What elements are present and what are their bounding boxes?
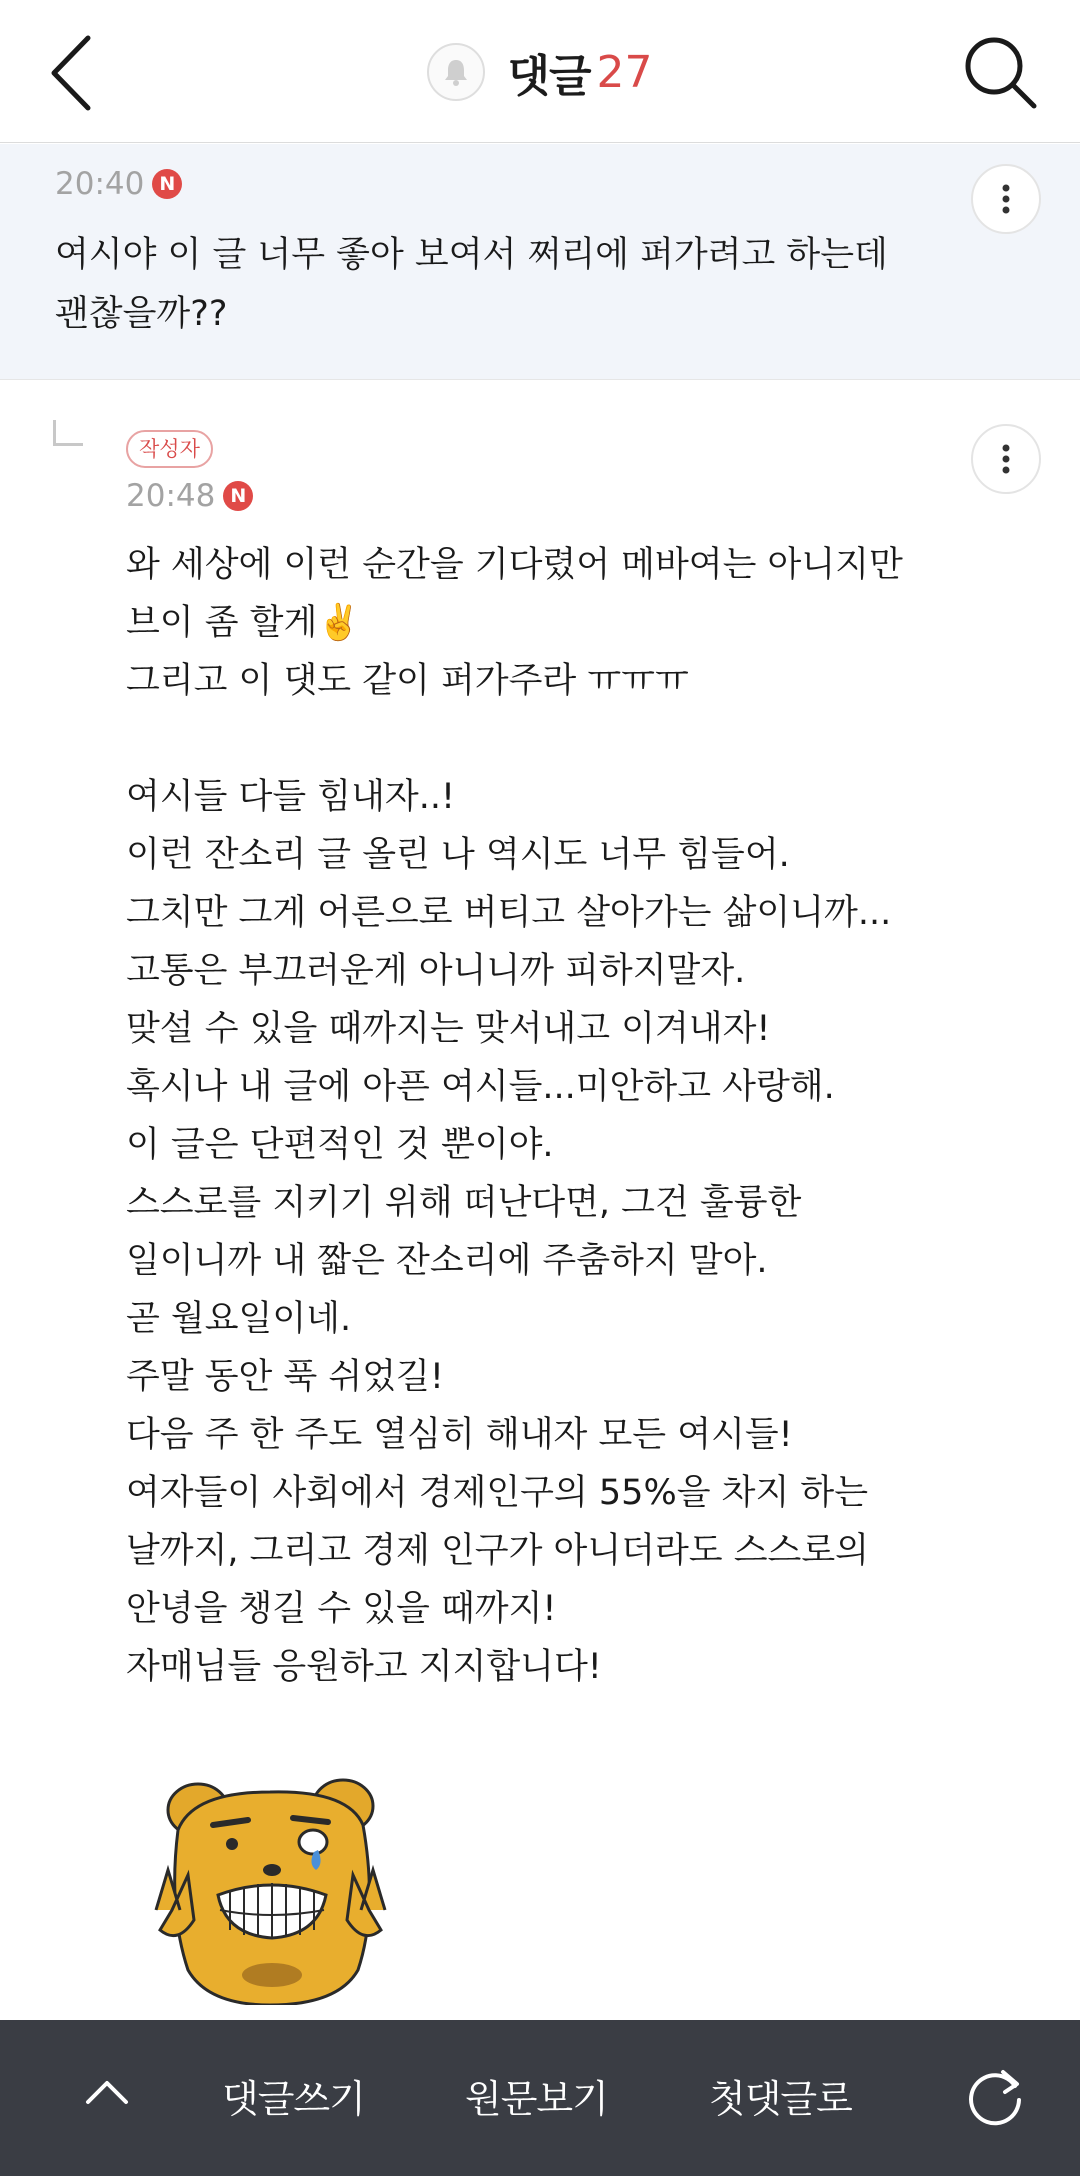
refresh-icon bbox=[963, 2064, 1027, 2128]
top-bar bbox=[0, 0, 1080, 143]
search-icon bbox=[958, 30, 1042, 114]
more-vertical-icon bbox=[1001, 184, 1011, 214]
write-comment-button[interactable]: 댓글쓰기 bbox=[222, 2077, 365, 2121]
comment-count: 27 bbox=[596, 46, 653, 98]
reply-more-button[interactable] bbox=[971, 424, 1041, 494]
author-badge: 작성자 bbox=[126, 430, 213, 468]
comment-item bbox=[0, 144, 1080, 380]
page-title: 댓글 bbox=[507, 51, 591, 102]
comment-text: 여시야 이 글 너무 좋아 보여서 쩌리에 퍼가려고 하는데 괜찮을까?? bbox=[55, 235, 888, 334]
emoticon-sticker-image bbox=[148, 1770, 393, 2005]
comment-time: 20:40 bbox=[55, 166, 145, 202]
scroll-top-button[interactable] bbox=[82, 2068, 132, 2118]
header-title-group bbox=[0, 38, 1080, 106]
comment-text: 와 세상에 이런 순간을 기다렸어 메바여는 아니지만 브이 좀 할게✌️ 그리고 이 댓도 같이 퍼가주라 ㅠㅠㅠ 여시들 다들 힘내자..! 이런 잔소리 글 올린 나 역시도 너무 힘들어. 그치만 그게 어른으로 버티고 살아가는 삶이니까... 고통은 부끄러운게 아니니까 피하지말자. 맞설 수 있을 때까지는 맞서내고 이겨내자! 혹시나 내 글에 아픈 여시들...미안하고 사랑해. 이 글은 단편적인 것 뿐이야. 스스로를 지키기 위해 떠난다면, 그건 훌륭한 일이니까 내 짧은 잔소리에 주춤하지 말아. 곧 월요일이네. 주말 동안 푹 쉬었길! 다음 주 한 주도 열심히 해내자 모든 여시들! 여자들이 사회에서 경제인구의 55%을 차지 하는 날까지, 그리고 경제 인구가 아니더라도 스스로의 안녕을 챙길 수 있을 때까지! 자매님들 응원하고 지지합니다! bbox=[126, 545, 903, 1687]
bottom-action-bar bbox=[0, 2020, 1080, 2176]
reply-meta bbox=[126, 478, 253, 514]
refresh-button[interactable] bbox=[963, 2064, 1027, 2128]
comment-meta bbox=[55, 166, 182, 202]
first-comment-button[interactable]: 첫댓글로 bbox=[709, 2077, 852, 2121]
reply-body bbox=[126, 536, 1006, 1696]
view-original-button[interactable]: 원문보기 bbox=[465, 2077, 608, 2121]
comment-more-button[interactable] bbox=[971, 164, 1041, 234]
chevron-up-icon bbox=[82, 2068, 132, 2118]
reply-indicator-icon bbox=[53, 420, 83, 446]
bell-icon bbox=[440, 56, 472, 88]
new-badge: N bbox=[223, 481, 253, 511]
notification-toggle[interactable] bbox=[427, 43, 485, 101]
new-badge: N bbox=[152, 169, 182, 199]
more-vertical-icon bbox=[1001, 444, 1011, 474]
comment-time: 20:48 bbox=[126, 478, 216, 514]
search-button[interactable] bbox=[958, 30, 1042, 114]
